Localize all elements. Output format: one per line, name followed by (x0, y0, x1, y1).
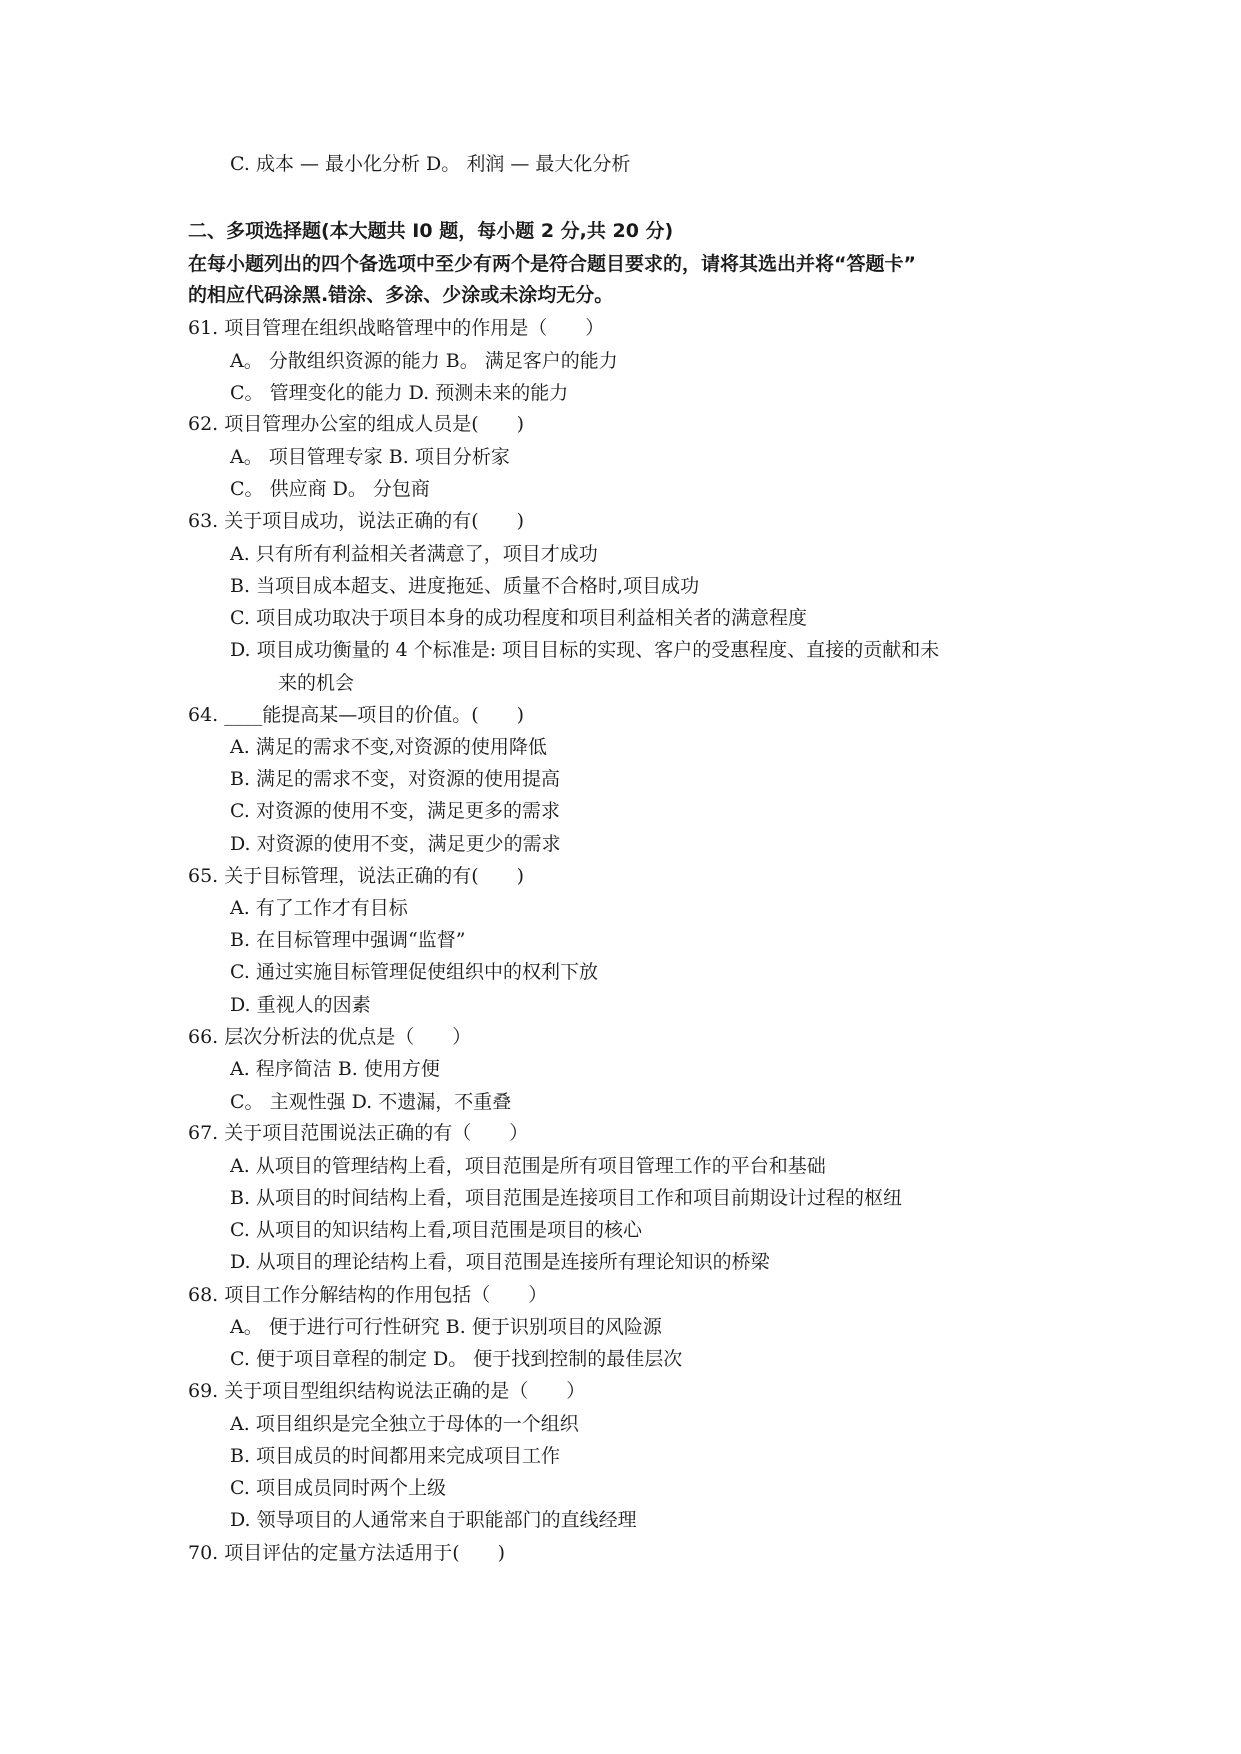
option-line: D. 领导项目的人通常来自于职能部门的直线经理 (230, 1509, 637, 1531)
option-line: C. 对资源的使用不变，满足更多的需求 (230, 800, 560, 822)
section-instruction: 在每小题列出的四个备选项中至少有两个是符合题目要求的，请将其选出并将“答题卡” (188, 253, 916, 275)
question-68: 68. 项目工作分解结构的作用包括（ ） (188, 1284, 548, 1306)
question-61: 61. 项目管理在组织战略管理中的作用是（ ） (188, 317, 605, 339)
option-line: A。 项目管理专家 B. 项目分析家 (230, 446, 510, 468)
option-line: D. 重视人的因素 (230, 994, 371, 1016)
option-line: B. 项目成员的时间都用来完成项目工作 (230, 1445, 561, 1467)
option-line: C. 从项目的知识结构上看,项目范围是项目的核心 (230, 1219, 642, 1241)
option-line: C. 项目成功取决于项目本身的成功程度和项目利益相关者的满意程度 (230, 607, 807, 629)
option-line: C. 成本 — 最小化分析 D。 利润 — 最大化分析 (230, 153, 631, 175)
option-line: D. 项目成功衡量的 4 个标准是: 项目目标的实现、客户的受惠程度、直接的贡献和未 (230, 639, 940, 661)
option-line: B. 满足的需求不变，对资源的使用提高 (230, 768, 561, 790)
option-line: C。 供应商 D。 分包商 (230, 478, 430, 500)
option-line: A. 只有所有利益相关者满意了，项目才成功 (230, 543, 598, 565)
question-67: 67. 关于项目范围说法正确的有（ ） (188, 1122, 529, 1144)
option-line: A. 项目组织是完全独立于母体的一个组织 (230, 1413, 579, 1435)
option-line: A。 便于进行可行性研究 B. 便于识别项目的风险源 (230, 1316, 662, 1338)
question-62: 62. 项目管理办公室的组成人员是( ) (188, 413, 525, 435)
section-heading: 二、多项选择题(本大题共 I0 题，每小题 2 分,共 20 分) (188, 220, 674, 242)
question-66: 66. 层次分析法的优点是（ ） (188, 1026, 472, 1048)
option-line: C. 项目成员同时两个上级 (230, 1477, 446, 1499)
option-line: D. 从项目的理论结构上看，项目范围是连接所有理论知识的桥梁 (230, 1251, 770, 1273)
option-line: A. 程序简洁 B. 使用方便 (230, 1058, 440, 1080)
option-line: A. 满足的需求不变,对资源的使用降低 (230, 736, 547, 758)
option-line: C. 通过实施目标管理促使组织中的权利下放 (230, 961, 598, 983)
option-line: A. 从项目的管理结构上看，项目范围是所有项目管理工作的平台和基础 (230, 1155, 826, 1177)
option-line: C。 主观性强 D. 不遗漏，不重叠 (230, 1091, 512, 1113)
section-instruction: 的相应代码涂黑.错涂、多涂、少涂或未涂均无分。 (188, 284, 614, 306)
option-line: A. 有了工作才有目标 (230, 897, 408, 919)
option-line: C. 便于项目章程的制定 D。 便于找到控制的最佳层次 (230, 1348, 683, 1370)
question-70: 70. 项目评估的定量方法适用于( ) (188, 1542, 506, 1564)
option-line: B. 在目标管理中强调“监督” (230, 929, 466, 951)
question-65: 65. 关于目标管理，说法正确的有( ) (188, 865, 525, 887)
option-continuation: 来的机会 (278, 672, 355, 694)
question-63: 63. 关于项目成功，说法正确的有( ) (188, 510, 525, 532)
option-line: C。 管理变化的能力 D. 预测未来的能力 (230, 382, 569, 404)
option-line: B. 当项目成本超支、进度拖延、质量不合格时,项目成功 (230, 575, 700, 597)
option-line: B. 从项目的时间结构上看，项目范围是连接项目工作和项目前期设计过程的枢纽 (230, 1187, 903, 1209)
option-line: A。 分散组织资源的能力 B。 满足客户的能力 (230, 350, 618, 372)
question-69: 69. 关于项目型组织结构说法正确的是（ ） (188, 1380, 586, 1402)
question-64: 64. ____能提高某—项目的价值。( ) (188, 704, 525, 726)
option-line: D. 对资源的使用不变，满足更少的需求 (230, 833, 561, 855)
